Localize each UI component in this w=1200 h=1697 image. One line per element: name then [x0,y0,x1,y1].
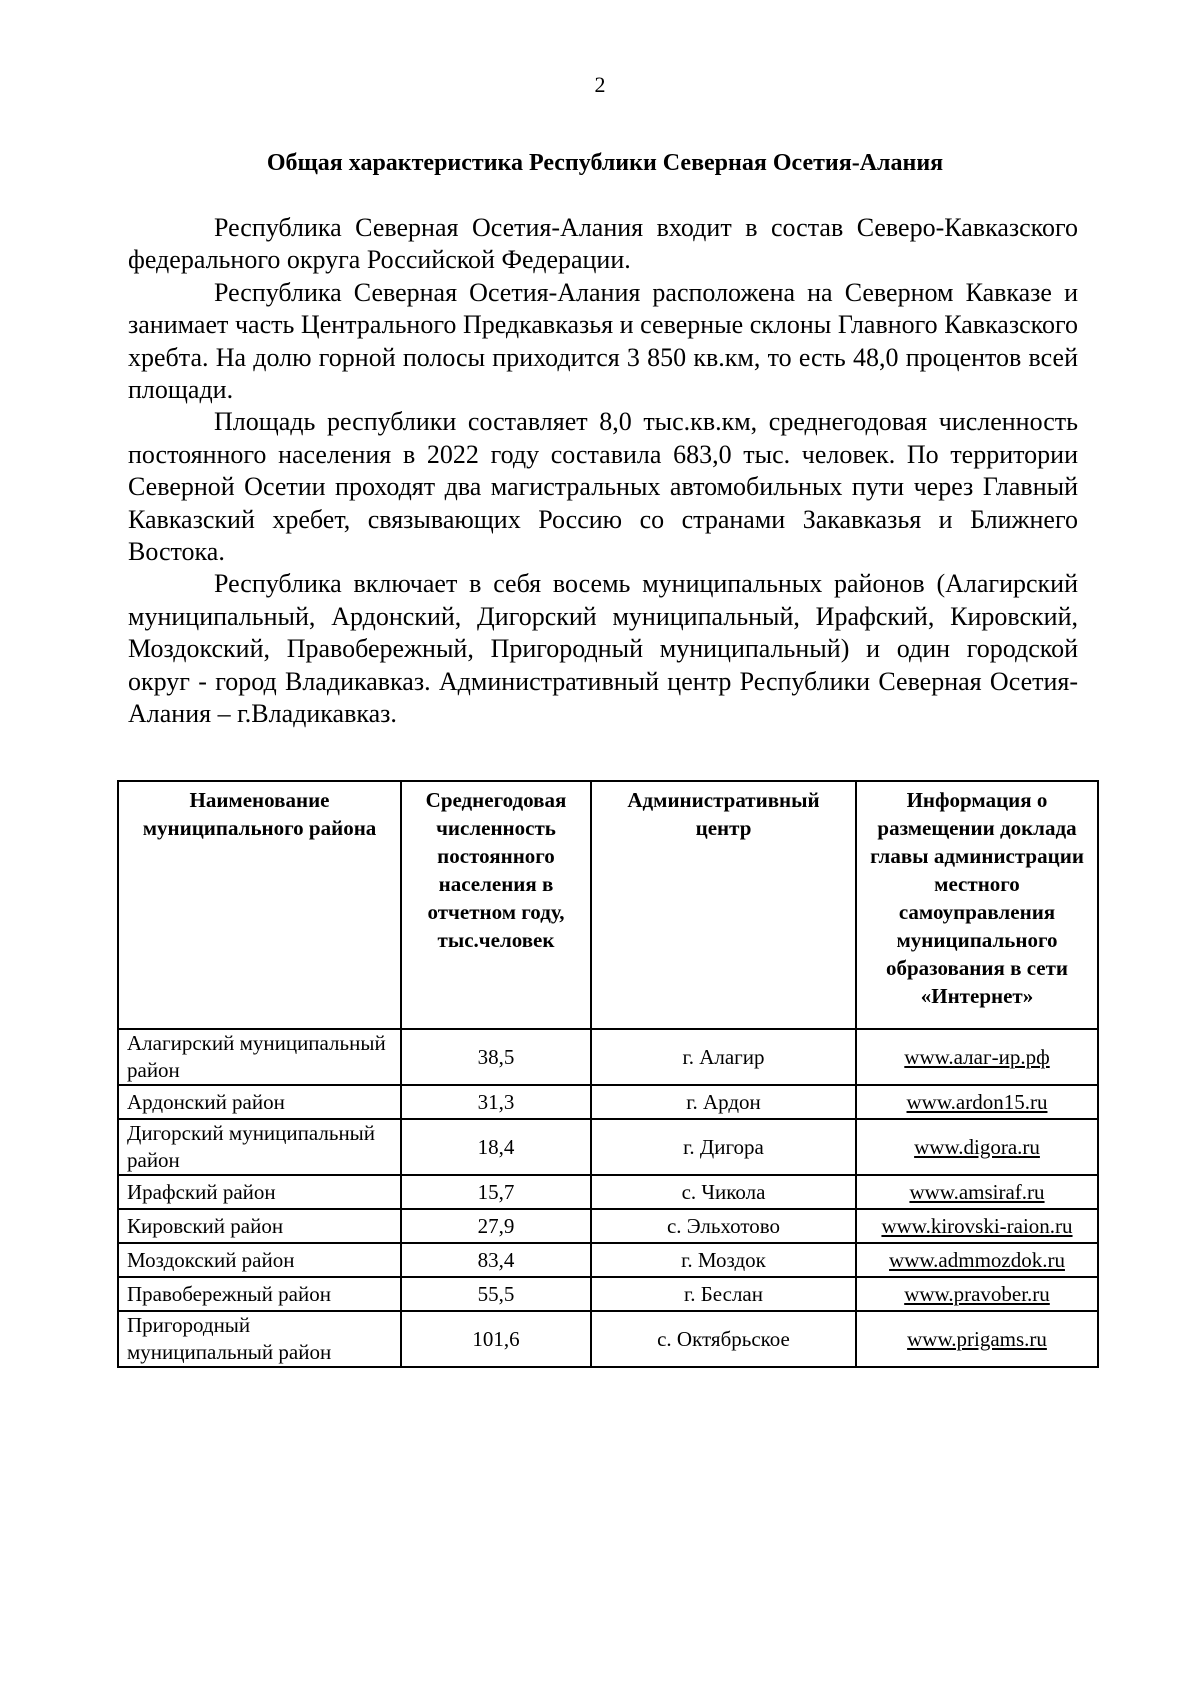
admin-center: с. Чикола [591,1175,856,1209]
body-text [128,212,1078,731]
table-row [118,1029,1098,1085]
admin-center: с. Эльхотово [591,1209,856,1243]
population-value: 38,5 [401,1029,591,1085]
page-title: Общая характеристика Республики Северная Осетия-Алания [266,150,944,176]
header-population: Среднегодовая численность постоянного населения в отчетном году, тыс.человек [401,781,591,1029]
admin-center: с. Октябрьское [591,1311,856,1367]
district-name: Ардонский район [118,1085,401,1119]
website-link[interactable]: www.digora.ru [914,1134,1040,1159]
district-name: Правобережный район [118,1277,401,1311]
population-value: 31,3 [401,1085,591,1119]
table-row [118,1085,1098,1119]
website-link[interactable]: www.admmozdok.ru [889,1247,1065,1272]
district-name: Алагирский муниципальный район [118,1029,401,1085]
header-admin-center: Административный центр [591,781,856,1029]
population-value: 27,9 [401,1209,591,1243]
table-row [118,1277,1098,1311]
website-link[interactable]: www.amsiraf.ru [909,1179,1045,1204]
table-row [118,1311,1098,1367]
table-row [118,1175,1098,1209]
district-name: Пригородный муниципальный район [118,1311,401,1367]
paragraph: Площадь республики составляет 8,0 тыс.кв.км, среднегодовая численность постоянного населения в 2022 году составила 683,0 тыс. человек. По территории Северной Осетии проходят два магистральных автомобильных пути через Главный Кавказский хребет, связывающих Россию со странами Закавказья и Ближнего Востока. [128,407,1078,567]
table-header-row [118,781,1098,1029]
admin-center: г. Дигора [591,1119,856,1175]
population-value: 83,4 [401,1243,591,1277]
district-name: Моздокский район [118,1243,401,1277]
population-value: 18,4 [401,1119,591,1175]
website-link[interactable]: www.prigams.ru [907,1326,1047,1351]
page-number: 2 [594,72,606,97]
website-link[interactable]: www.ardon15.ru [906,1089,1048,1114]
header-report-info: Информация о размещении доклада главы администрации местного самоуправления муниципального образования в сети «Интернет» [856,781,1098,1029]
admin-center: г. Ардон [591,1085,856,1119]
population-value: 101,6 [401,1311,591,1367]
district-name: Кировский район [118,1209,401,1243]
table-row [118,1119,1098,1175]
paragraph: Республика Северная Осетия-Алания входит в состав Северо-Кавказского федерального округа Российской Федерации. [128,213,1078,275]
admin-center: г. Беслан [591,1277,856,1311]
district-name: Дигорский муниципальный район [118,1119,401,1175]
website-link[interactable]: www.алаг-ир.рф [904,1044,1050,1069]
website-link[interactable]: www.kirovski-raion.ru [881,1213,1073,1238]
population-value: 55,5 [401,1277,591,1311]
header-district-name: Наименование муниципального района [118,781,401,1029]
table-row [118,1209,1098,1243]
admin-center: г. Алагир [591,1029,856,1085]
paragraph: Республика Северная Осетия-Алания расположена на Северном Кавказе и занимает часть Центрального Предкавказья и северные склоны Главного Кавказского хребта. На долю горной полосы приходится 3 850 кв.км, то есть 48,0 процентов всей площади. [128,277,1078,405]
website-link[interactable]: www.pravober.ru [904,1281,1050,1306]
districts-table [117,780,1099,1368]
paragraph: Республика включает в себя восемь муниципальных районов (Алагирский муниципальный, Ардонский, Дигорский муниципальный, Ирафский, Кировский, Моздокский, Правобережный, Пригородный муниципальный) и один городской округ - город Владикавказ. Административный центр Республики Северная Осетия-Алания – г.Владикавказ. [128,569,1078,729]
district-name: Ирафский район [118,1175,401,1209]
population-value: 15,7 [401,1175,591,1209]
table-row [118,1243,1098,1277]
admin-center: г. Моздок [591,1243,856,1277]
